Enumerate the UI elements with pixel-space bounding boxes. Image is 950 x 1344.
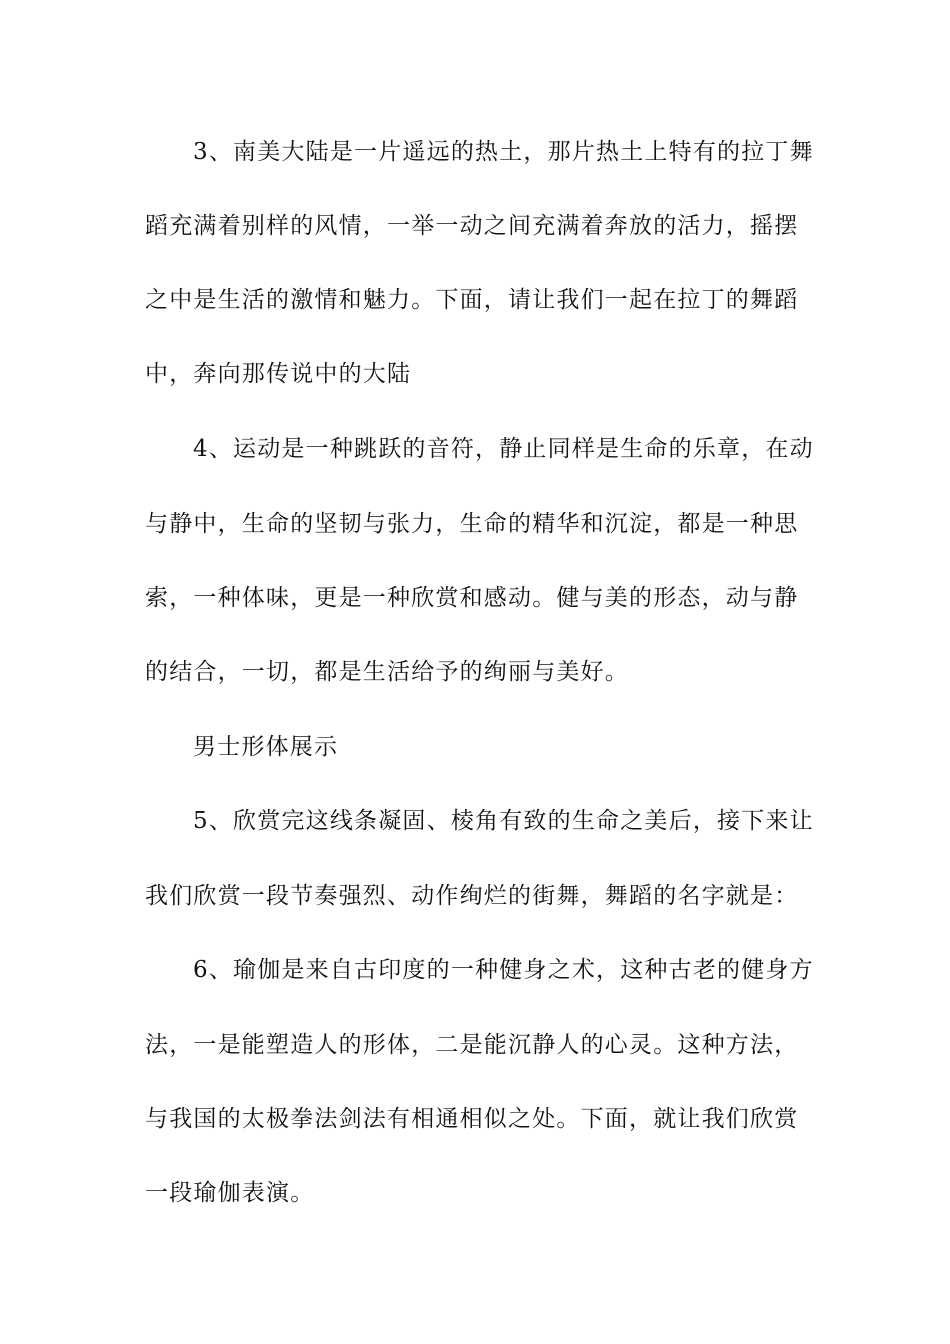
paragraph-4-line-1: 4、运动是一种跳跃的音符，静止同样是生命的乐章，在动 (193, 436, 814, 462)
paragraph-3-line-1: 3、南美大陆是一片遥远的热土，那片热土上特有的拉丁舞 (193, 139, 814, 165)
paragraph-3-line-3: 之中是生活的激情和魅力。下面，请让我们一起在拉丁的舞蹈 (145, 287, 799, 313)
paragraph-6-line-1: 6、瑜伽是来自古印度的一种健身之术，这种古老的健身方 (193, 957, 814, 983)
paragraph-5-line-2: 我们欣赏一段节奏强烈、动作绚烂的街舞，舞蹈的名字就是： (145, 883, 799, 909)
paragraph-4-line-3: 索，一种体味，更是一种欣赏和感动。健与美的形态，动与静 (145, 585, 799, 611)
paragraph-4-line-2: 与静中，生命的坚韧与张力，生命的精华和沉淀，都是一种思 (145, 511, 799, 537)
paragraph-6-line-3: 与我国的太极拳法剑法有相通相似之处。下面，就让我们欣赏 (145, 1106, 799, 1132)
paragraph-6-line-2: 法，一是能塑造人的形体，二是能沉静人的心灵。这种方法， (145, 1032, 799, 1058)
paragraph-6-line-4: 一段瑜伽表演。 (145, 1180, 315, 1206)
paragraph-3-line-2: 蹈充满着别样的风情，一举一动之间充满着奔放的活力，摇摆 (145, 213, 799, 239)
section-heading: 男士形体展示 (193, 734, 339, 760)
paragraph-4-line-4: 的结合，一切，都是生活给予的绚丽与美好。 (145, 659, 629, 685)
paragraph-5-line-1: 5、欣赏完这线条凝固、棱角有致的生命之美后，接下来让 (193, 808, 814, 834)
paragraph-3-line-4: 中，奔向那传说中的大陆 (145, 361, 412, 387)
